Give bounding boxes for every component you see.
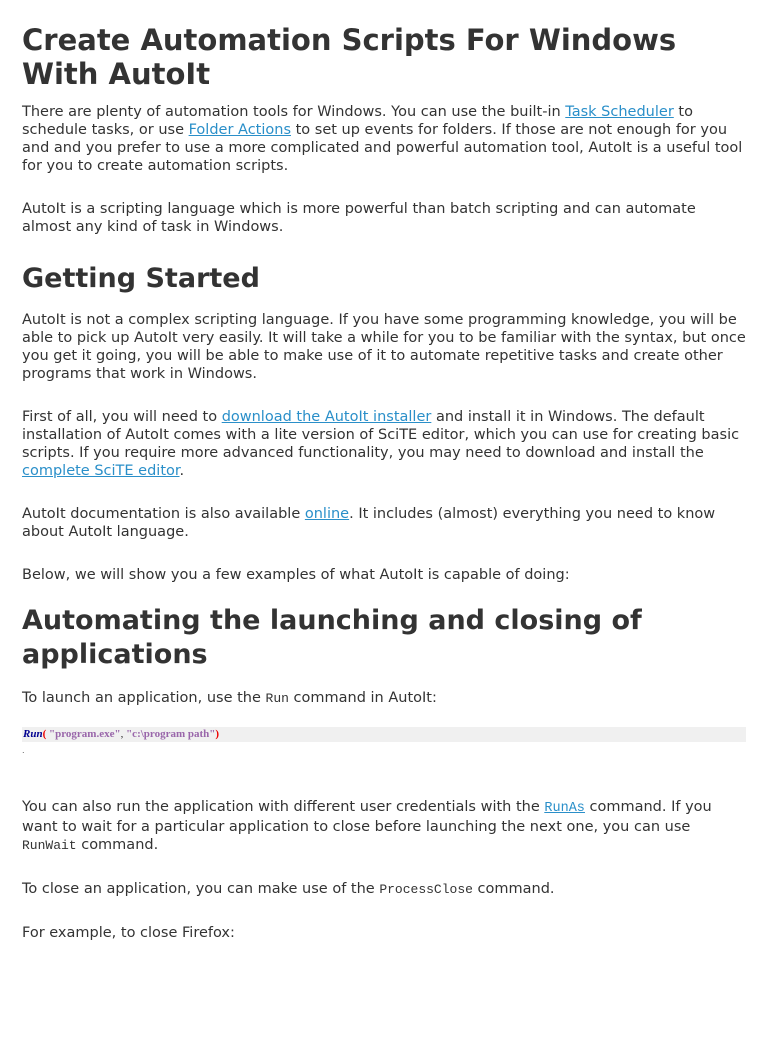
automating-heading: Automating the launching and closing of applications xyxy=(22,605,642,670)
intro-paragraph-2: AutoIt is a scripting language which is more powerful than batch scripting and can automate almost any kind of task in Windows. xyxy=(22,201,696,235)
automating-paragraph-4: For example, to close Firefox: xyxy=(22,925,235,941)
run-code: Run xyxy=(265,691,289,706)
code-keyword: Run xyxy=(23,728,43,740)
folder-actions-link[interactable]: Folder Actions xyxy=(188,122,291,138)
processclose-code: ProcessClose xyxy=(379,882,473,897)
automating-paragraph-1: To launch an application, use the Run command in AutoIt: xyxy=(22,690,437,706)
automating-paragraph-3: To close an application, you can make use of the ProcessClose command. xyxy=(22,881,555,897)
download-autoit-link[interactable]: download the AutoIt installer xyxy=(221,409,432,425)
getting-started-heading: Getting Started xyxy=(22,263,260,294)
getting-started-paragraph-2: First of all, you will need to download the AutoIt installer and install it in Windows. The default installation of AutoIt comes with a lite version of SciTE editor, which you can use for creating basic scripts. If you require more advanced functionality, you may need to download and install the complete SciTE editor. xyxy=(22,409,740,479)
task-scheduler-link[interactable]: Task Scheduler xyxy=(565,104,674,120)
getting-started-paragraph-4: Below, we will show you a few examples of what AutoIt is capable of doing: xyxy=(22,567,570,583)
automating-paragraph-2: You can also run the application with different user credentials with the RunAs command. If you want to wait for a particular application to close before launching the next one, you can use RunWait command. xyxy=(22,799,712,853)
runwait-code: RunWait xyxy=(22,838,77,853)
getting-started-paragraph-1: AutoIt is not a complex scripting language. If you have some programming knowledge, you will be able to pick up AutoIt very easily. It will take a while for you to be familiar with the syntax, but once you get it going, you will be able to make use of it to automate repetitive tasks and create other programs that work in Windows. xyxy=(22,312,746,382)
complete-scite-link[interactable]: complete SciTE editor xyxy=(22,463,180,479)
getting-started-paragraph-3: AutoIt documentation is also available online. It includes (almost) everything you need to know about AutoIt language. xyxy=(22,506,716,540)
article xyxy=(0,23,768,942)
online-docs-link[interactable]: online xyxy=(304,506,350,522)
code-dot: . xyxy=(22,746,25,755)
runas-link[interactable]: RunAs xyxy=(544,801,585,816)
page-title: Create Automation Scripts For Windows With AutoIt xyxy=(22,23,677,91)
intro-paragraph-1: There are plenty of automation tools for Windows. You can use the built-in Task Scheduler to schedule tasks, or use Folder Actions to set up events for folders. If those are not enough for you and and you prefer to use a more complicated and powerful automation tool, AutoIt is a useful tool for you to create automation scripts. xyxy=(22,104,743,174)
code-block: Run( "program.exe", "c:\program path") xyxy=(22,727,746,742)
